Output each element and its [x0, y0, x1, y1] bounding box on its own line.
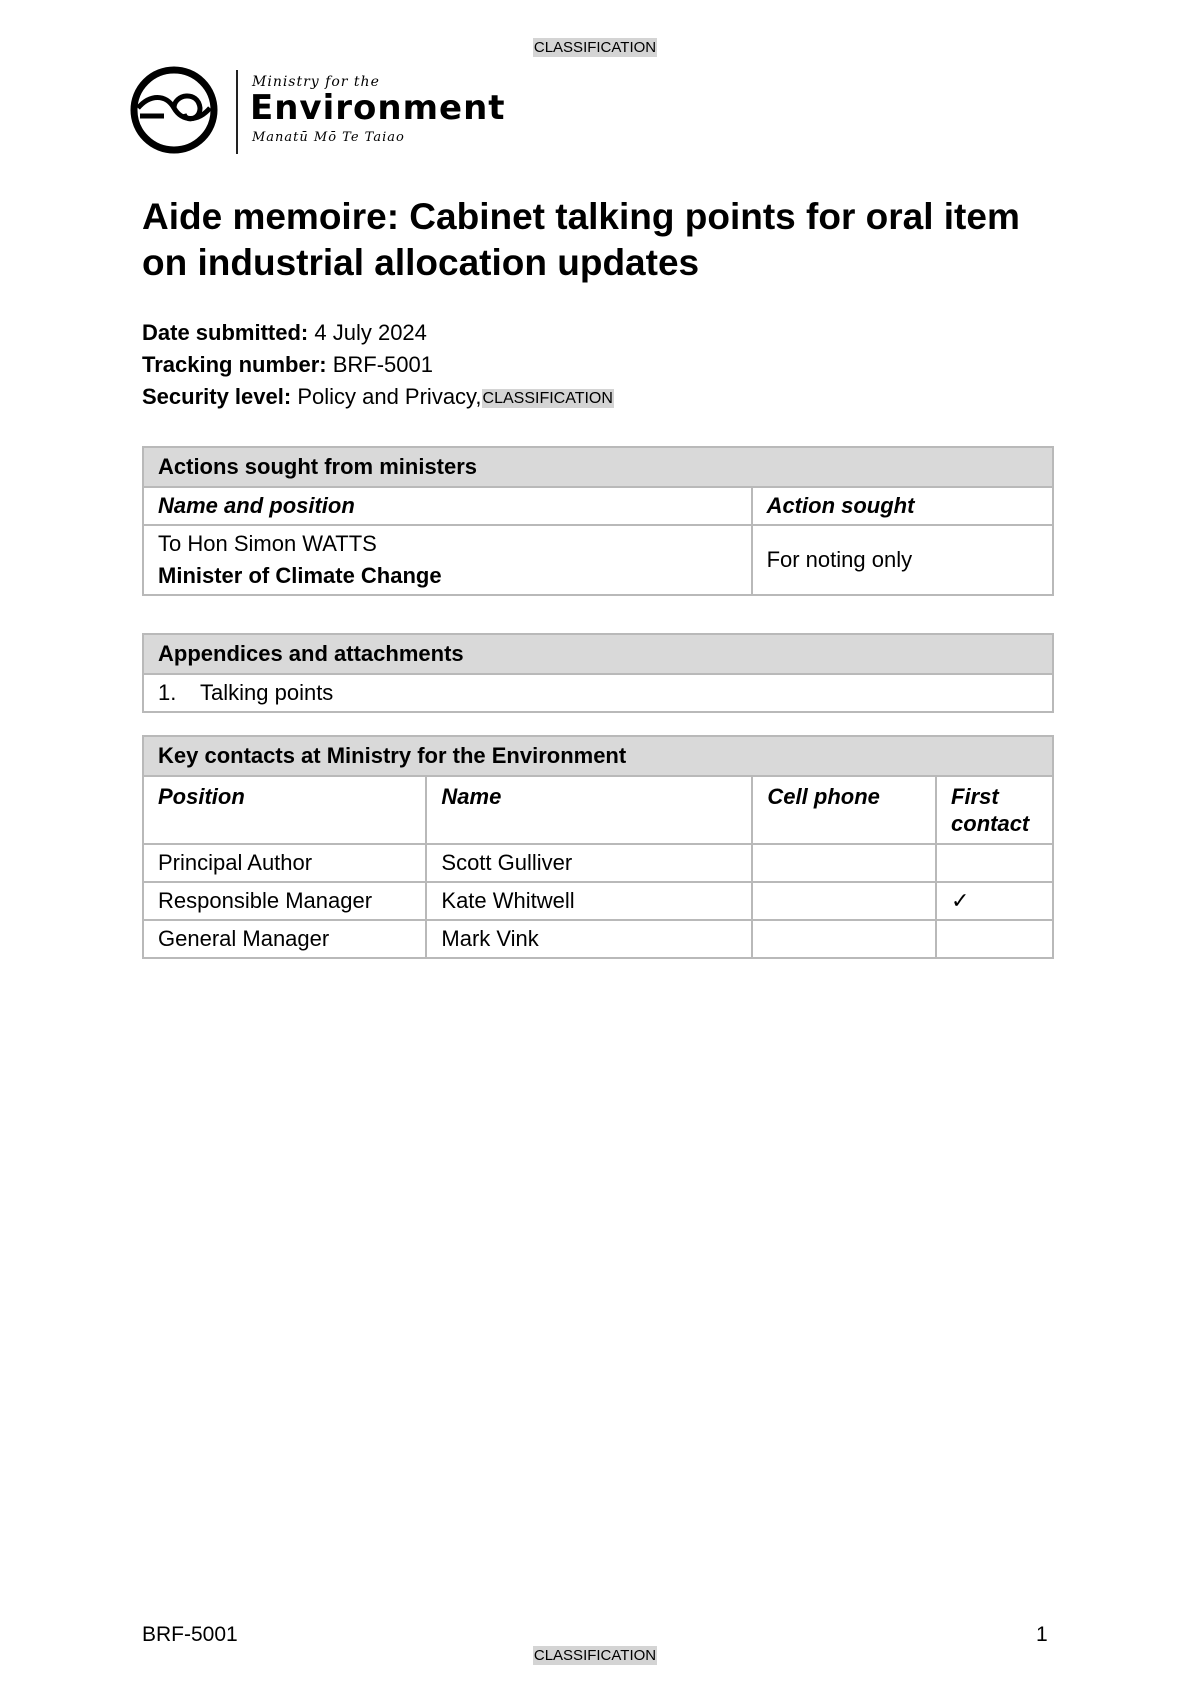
- date-value: 4 July 2024: [314, 320, 427, 345]
- meta-date-submitted: [142, 319, 427, 347]
- security-value: Policy and Privacy,: [297, 384, 482, 409]
- col-position: Position: [143, 776, 426, 844]
- date-label: Date submitted:: [142, 320, 309, 345]
- logo-text-line1: Ministry for the: [252, 74, 380, 90]
- contact-first: [936, 844, 1053, 882]
- appendix-text: Talking points: [200, 680, 334, 705]
- classification-header: [0, 39, 1190, 56]
- list-item: [143, 674, 1053, 712]
- appendices-table: [142, 633, 1054, 713]
- appendix-number: 1.: [158, 680, 177, 705]
- col-name-position: Name and position: [143, 487, 752, 525]
- action-value: For noting only: [752, 525, 1053, 595]
- checkmark-icon: ✓: [936, 882, 1053, 920]
- classification-footer: [0, 1647, 1190, 1664]
- actions-heading: Actions sought from ministers: [143, 447, 1053, 487]
- contact-position: Responsible Manager: [143, 882, 426, 920]
- col-first-contact: First contact: [936, 776, 1053, 844]
- contact-name: Scott Gulliver: [426, 844, 752, 882]
- classification-label: CLASSIFICATION: [533, 1647, 657, 1664]
- recipient-name: To Hon Simon WATTS: [158, 531, 377, 556]
- contacts-heading: Key contacts at Ministry for the Environment: [143, 736, 1053, 776]
- tracking-value: BRF-5001: [332, 352, 433, 377]
- contact-position: General Manager: [143, 920, 426, 958]
- footer-reference: BRF-5001: [142, 1623, 238, 1646]
- logo-text-line2: Environment: [250, 88, 506, 128]
- contact-name: Mark Vink: [426, 920, 752, 958]
- logo-text-line3: Manatū Mō Te Taiao: [252, 130, 405, 145]
- ministry-logo: [128, 64, 506, 160]
- ministry-emblem-icon: [128, 64, 220, 156]
- table-row: [143, 525, 1053, 595]
- logo-divider: [236, 70, 238, 154]
- table-row: [143, 844, 1053, 882]
- appendices-heading: Appendices and attachments: [143, 634, 1053, 674]
- classification-label: CLASSIFICATION: [533, 39, 657, 56]
- col-name: Name: [426, 776, 752, 844]
- table-row: [143, 882, 1053, 920]
- security-classification: CLASSIFICATION: [482, 390, 613, 407]
- page-number: 1: [1036, 1623, 1048, 1646]
- meta-tracking-number: [142, 351, 433, 379]
- security-label: Security level:: [142, 384, 292, 409]
- contact-position: Principal Author: [143, 844, 426, 882]
- table-row: [143, 920, 1053, 958]
- document-title: Aide memoire: Cabinet talking points for oral item on industrial allocation updates: [142, 196, 1020, 283]
- contacts-table: [142, 735, 1054, 959]
- contact-phone: [752, 882, 936, 920]
- contact-phone: [752, 844, 936, 882]
- col-cell-phone: Cell phone: [752, 776, 936, 844]
- col-action-sought: Action sought: [752, 487, 1053, 525]
- contact-phone: [752, 920, 936, 958]
- recipient-cell: [143, 525, 752, 595]
- recipient-role: Minister of Climate Change: [158, 563, 442, 588]
- actions-table: [142, 446, 1054, 596]
- tracking-label: Tracking number:: [142, 352, 327, 377]
- contact-name: Kate Whitwell: [426, 882, 752, 920]
- meta-security-level: [142, 383, 614, 413]
- contact-first: [936, 920, 1053, 958]
